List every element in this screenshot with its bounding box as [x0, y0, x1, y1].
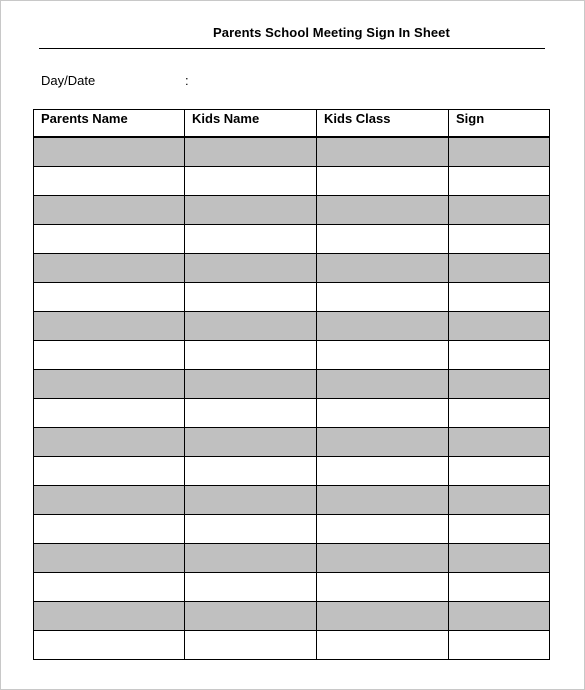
parents-name-cell[interactable] — [34, 514, 185, 543]
table-row — [34, 253, 550, 282]
table-row — [34, 195, 550, 224]
sign-cell[interactable] — [449, 572, 550, 601]
kids-name-cell[interactable] — [185, 485, 317, 514]
kids-name-cell[interactable] — [185, 601, 317, 630]
table-row — [34, 630, 550, 659]
kids-class-cell[interactable] — [317, 137, 449, 167]
parents-name-cell[interactable] — [34, 601, 185, 630]
parents-name-cell[interactable] — [34, 195, 185, 224]
sign-cell[interactable] — [449, 514, 550, 543]
parents-name-cell[interactable] — [34, 166, 185, 195]
title-underline-divider — [39, 48, 545, 49]
table-row — [34, 224, 550, 253]
sign-cell[interactable] — [449, 195, 550, 224]
kids-name-cell[interactable] — [185, 253, 317, 282]
day-date-label: Day/Date — [41, 73, 96, 88]
table-row — [34, 456, 550, 485]
table-row — [34, 311, 550, 340]
parents-name-cell[interactable] — [34, 398, 185, 427]
sign-cell[interactable] — [449, 427, 550, 456]
column-header-kids-name: Kids Name — [185, 110, 317, 137]
day-date-separator: : — [185, 73, 189, 88]
kids-class-cell[interactable] — [317, 630, 449, 659]
kids-class-cell[interactable] — [317, 282, 449, 311]
kids-class-cell[interactable] — [317, 572, 449, 601]
column-header-kids-class: Kids Class — [317, 110, 449, 137]
sign-cell[interactable] — [449, 369, 550, 398]
kids-name-cell[interactable] — [185, 282, 317, 311]
sign-cell[interactable] — [449, 224, 550, 253]
table-row — [34, 137, 550, 167]
sign-cell[interactable] — [449, 311, 550, 340]
table-row — [34, 572, 550, 601]
kids-class-cell[interactable] — [317, 166, 449, 195]
kids-name-cell[interactable] — [185, 369, 317, 398]
kids-name-cell[interactable] — [185, 195, 317, 224]
sign-cell[interactable] — [449, 340, 550, 369]
kids-class-cell[interactable] — [317, 514, 449, 543]
sign-cell[interactable] — [449, 543, 550, 572]
kids-name-cell[interactable] — [185, 398, 317, 427]
kids-class-cell[interactable] — [317, 427, 449, 456]
kids-name-cell[interactable] — [185, 543, 317, 572]
kids-name-cell[interactable] — [185, 166, 317, 195]
table-row — [34, 398, 550, 427]
sign-cell[interactable] — [449, 166, 550, 195]
parents-name-cell[interactable] — [34, 253, 185, 282]
parents-name-cell[interactable] — [34, 456, 185, 485]
kids-name-cell[interactable] — [185, 456, 317, 485]
kids-name-cell[interactable] — [185, 572, 317, 601]
table-row — [34, 427, 550, 456]
parents-name-cell[interactable] — [34, 485, 185, 514]
table-row — [34, 166, 550, 195]
kids-class-cell[interactable] — [317, 456, 449, 485]
kids-name-cell[interactable] — [185, 630, 317, 659]
column-header-sign: Sign — [449, 110, 550, 137]
kids-name-cell[interactable] — [185, 137, 317, 167]
sign-cell[interactable] — [449, 456, 550, 485]
table-row — [34, 543, 550, 572]
sign-cell[interactable] — [449, 398, 550, 427]
kids-class-cell[interactable] — [317, 224, 449, 253]
kids-name-cell[interactable] — [185, 340, 317, 369]
table-row — [34, 369, 550, 398]
sign-cell[interactable] — [449, 601, 550, 630]
table-row — [34, 514, 550, 543]
kids-class-cell[interactable] — [317, 311, 449, 340]
sign-cell[interactable] — [449, 485, 550, 514]
kids-name-cell[interactable] — [185, 514, 317, 543]
kids-class-cell[interactable] — [317, 543, 449, 572]
parents-name-cell[interactable] — [34, 224, 185, 253]
table-row — [34, 485, 550, 514]
table-row — [34, 340, 550, 369]
parents-name-cell[interactable] — [34, 427, 185, 456]
sign-cell[interactable] — [449, 137, 550, 167]
kids-name-cell[interactable] — [185, 311, 317, 340]
column-header-parents-name: Parents Name — [34, 110, 185, 137]
parents-name-cell[interactable] — [34, 630, 185, 659]
parents-name-cell[interactable] — [34, 311, 185, 340]
table-header-row — [34, 110, 550, 137]
kids-class-cell[interactable] — [317, 369, 449, 398]
sign-cell[interactable] — [449, 630, 550, 659]
kids-class-cell[interactable] — [317, 253, 449, 282]
table-body — [34, 137, 550, 660]
kids-class-cell[interactable] — [317, 601, 449, 630]
kids-class-cell[interactable] — [317, 485, 449, 514]
parents-name-cell[interactable] — [34, 137, 185, 167]
document-title: Parents School Meeting Sign In Sheet — [213, 25, 450, 40]
parents-name-cell[interactable] — [34, 340, 185, 369]
parents-name-cell[interactable] — [34, 572, 185, 601]
parents-name-cell[interactable] — [34, 282, 185, 311]
sign-cell[interactable] — [449, 253, 550, 282]
table-row — [34, 601, 550, 630]
kids-name-cell[interactable] — [185, 224, 317, 253]
parents-name-cell[interactable] — [34, 543, 185, 572]
kids-name-cell[interactable] — [185, 427, 317, 456]
parents-name-cell[interactable] — [34, 369, 185, 398]
sign-cell[interactable] — [449, 282, 550, 311]
kids-class-cell[interactable] — [317, 398, 449, 427]
kids-class-cell[interactable] — [317, 195, 449, 224]
sign-in-table — [33, 109, 550, 660]
kids-class-cell[interactable] — [317, 340, 449, 369]
table-row — [34, 282, 550, 311]
